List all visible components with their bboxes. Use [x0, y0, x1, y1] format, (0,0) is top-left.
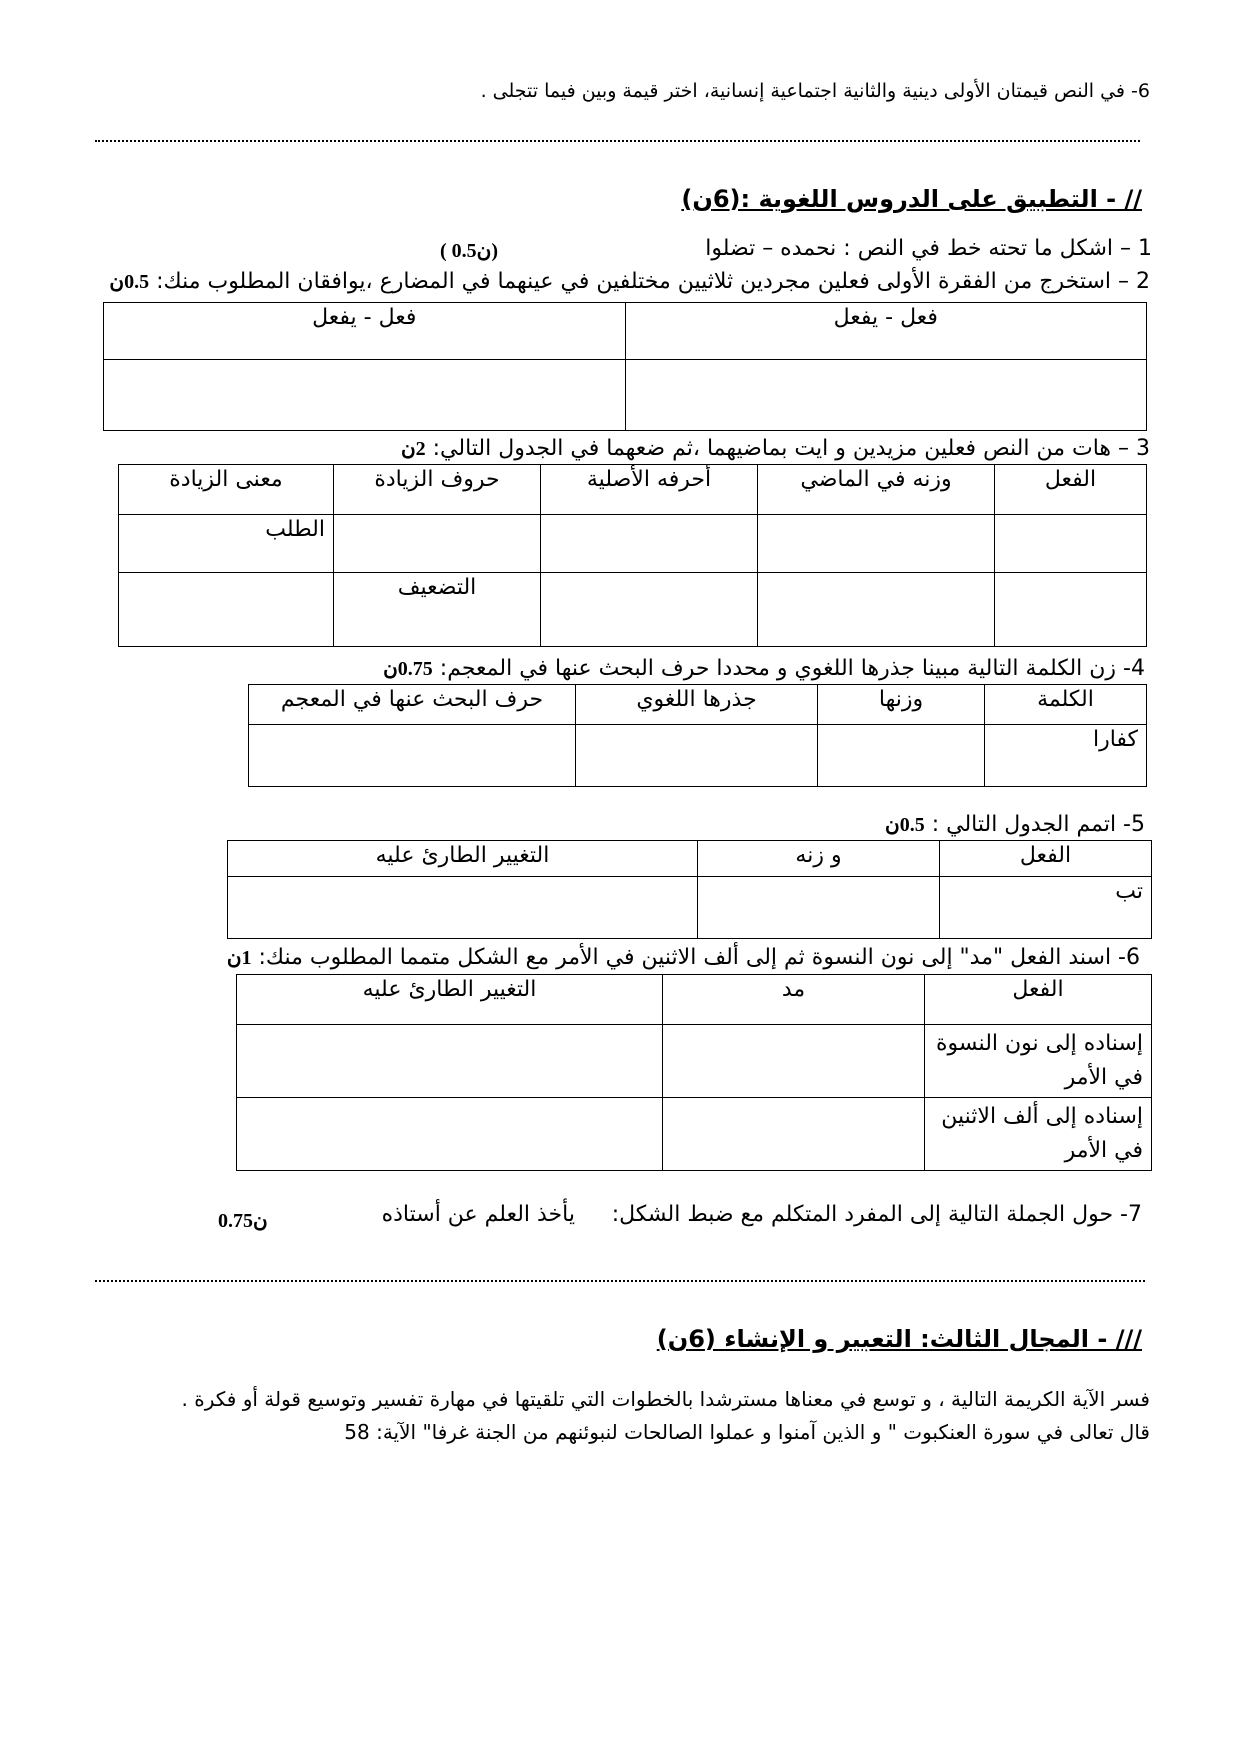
- q4-header-lookup-letter: حرف البحث عنها في المعجم: [249, 685, 576, 725]
- q6-row2-label-b: في الأمر: [1064, 1138, 1143, 1163]
- q6-header-verb: الفعل: [925, 975, 1152, 1025]
- q2-header-2: فعل - يفعل: [104, 303, 626, 360]
- q2-line: [105, 269, 1150, 294]
- q6-intro-text: 6- في النص قيمتان الأولى دينية والثانية اجتماعية إنسانية، اختر قيمة وبين فيما تتجلى .: [480, 80, 1150, 102]
- q4-text: 4- زن الكلمة التالية مبينا جذرها اللغوي و محددا حرف البحث عنها في المعجم:: [439, 656, 1145, 681]
- q2-answer-cell-2[interactable]: [104, 360, 626, 431]
- q6-line: [227, 945, 1140, 970]
- q3-cell[interactable]: [758, 515, 995, 573]
- q5-points: 0.5ن: [885, 814, 925, 836]
- q4-header-pattern: وزنها: [818, 685, 985, 725]
- q5-header-change: التغيير الطارئ عليه: [228, 841, 698, 877]
- q3-cell[interactable]: [541, 573, 758, 647]
- q2-table: [103, 302, 1147, 431]
- q3-points: 2ن: [400, 438, 426, 460]
- q3-cell[interactable]: [758, 573, 995, 647]
- essay-instruction: فسر الآية الكريمة التالية ، و توسع في معناها مسترشدا بالخطوات التي تلقيتها في مهارة تفسير وتوسيع قولة أو فكرة .: [181, 1387, 1150, 1411]
- q5-header-pattern: و زنه: [698, 841, 940, 877]
- q6-row1-label: [925, 1025, 1152, 1098]
- q4-cell[interactable]: [249, 725, 576, 787]
- q3-letters-doubling: التضعيف: [334, 573, 541, 647]
- q3-header-added-letters: حروف الزيادة: [334, 465, 541, 515]
- q3-header-meaning: معنى الزيادة: [119, 465, 334, 515]
- q3-header-past-pattern: وزنه في الماضي: [758, 465, 995, 515]
- q6-text: 6- اسند الفعل "مد" إلى نون النسوة ثم إلى ألف الاثنين في الأمر مع الشكل متمما المطلوب منك:: [258, 945, 1140, 970]
- q5-cell[interactable]: [228, 877, 698, 939]
- q6-header-change: التغيير الطارئ عليه: [237, 975, 663, 1025]
- q3-table: [118, 464, 1147, 647]
- q4-table: [248, 684, 1147, 787]
- q4-header-root: جذرها اللغوي: [576, 685, 818, 725]
- q4-cell[interactable]: [818, 725, 985, 787]
- q6-cell[interactable]: [237, 1025, 663, 1098]
- q3-line: [401, 436, 1150, 461]
- essay-verse: قال تعالى في سورة العنكبوت " و الذين آمنوا و عملوا الصالحات لنبوئنهم من الجنة غرفا" الآية: 58: [344, 1420, 1150, 1444]
- q3-cell[interactable]: [334, 515, 541, 573]
- q7-text: 7- حول الجملة التالية إلى المفرد المتكلم مع ضبط الشكل:: [611, 1202, 1142, 1227]
- q3-cell[interactable]: [995, 573, 1147, 647]
- q5-header-verb: الفعل: [940, 841, 1152, 877]
- q3-cell[interactable]: [541, 515, 758, 573]
- section3-title: /// - المجال الثالث: التعبير و الإنشاء (6ن): [656, 1325, 1142, 1353]
- q6-row2-label: [925, 1098, 1152, 1171]
- q1-text: 1 – اشكل ما تحته خط في النص : نحمده – تضلوا: [705, 236, 1152, 261]
- q2-header-1: فعل - يفعل: [625, 303, 1147, 360]
- q5-table: [227, 840, 1152, 939]
- q6-cell[interactable]: [663, 1025, 925, 1098]
- q6-table: [236, 974, 1152, 1171]
- q5-text: 5- اتمم الجدول التالي :: [931, 812, 1145, 837]
- q1-points: ( 0.5ن): [440, 240, 499, 262]
- q5-cell[interactable]: [698, 877, 940, 939]
- q3-cell[interactable]: [119, 573, 334, 647]
- q4-header-word: الكلمة: [985, 685, 1147, 725]
- q6-row1-label-b: في الأمر: [1064, 1065, 1143, 1090]
- q5-line: [885, 812, 1145, 837]
- q2-text: 2 – استخرج من الفقرة الأولى فعلين مجردين ثلاثيين مختلفين في عينهما في المضارع ،يوافقان المطلوب منك:: [156, 269, 1150, 294]
- q7-sentence: يأخذ العلم عن أستاذه: [381, 1202, 575, 1227]
- q4-cell[interactable]: [576, 725, 818, 787]
- q4-line: [383, 656, 1145, 681]
- q6-points: 1ن: [226, 947, 252, 969]
- answer-dotted-line: [95, 1280, 1145, 1282]
- q5-verb: تب: [940, 877, 1152, 939]
- q3-header-root-letters: أحرفه الأصلية: [541, 465, 758, 515]
- q3-text: 3 – هات من النص فعلين مزيدين و ايت بماضيهما ،ثم ضعهما في الجدول التالي:: [432, 436, 1150, 461]
- q2-points: 0.5ن: [109, 271, 150, 293]
- q3-meaning-request: الطلب: [119, 515, 334, 573]
- q6-row2-label-a: إسناده إلى ألف الاثنين: [941, 1104, 1143, 1129]
- q3-header-verb: الفعل: [995, 465, 1147, 515]
- q6-header-madda: مد: [663, 975, 925, 1025]
- q3-cell[interactable]: [995, 515, 1147, 573]
- q6-cell[interactable]: [663, 1098, 925, 1171]
- section2-title: // - التطبيق على الدروس اللغوية :(6ن): [681, 185, 1142, 213]
- q6-row1-label-a: إسناده إلى نون النسوة: [936, 1031, 1143, 1056]
- q2-answer-cell-1[interactable]: [625, 360, 1147, 431]
- q7-points: 0.75ن: [218, 1210, 268, 1232]
- answer-dotted-line: [95, 140, 1140, 142]
- q6-cell[interactable]: [237, 1098, 663, 1171]
- q4-word: كفارا: [985, 725, 1147, 787]
- q4-points: 0.75ن: [383, 658, 433, 680]
